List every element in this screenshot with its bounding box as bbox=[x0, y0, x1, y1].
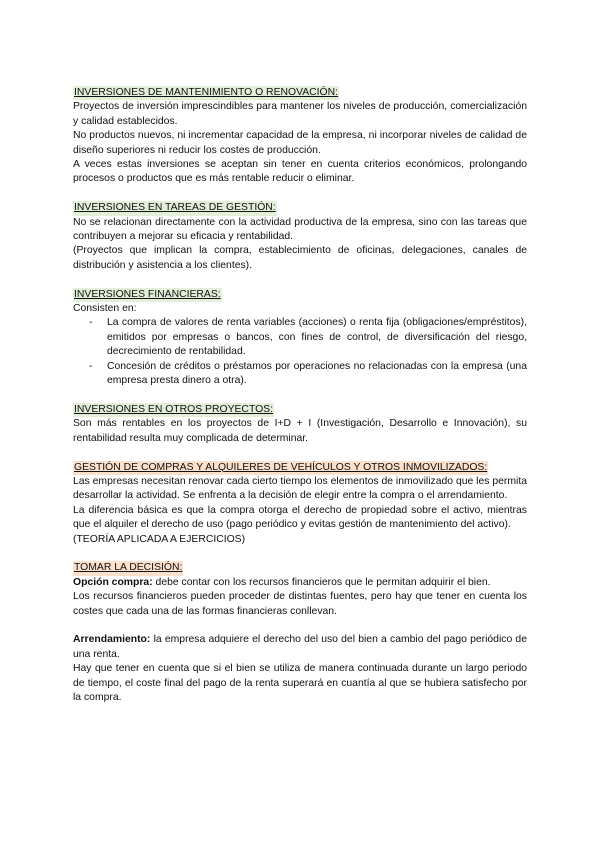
paragraph: Hay que tener en cuenta que si el bien se utiliza de manera continuada durante un largo periodo de tiempo, el coste final del pago de la renta superará en cuantía al que se hubiera satisfecho por la compra. bbox=[73, 663, 527, 703]
list-item bbox=[73, 316, 527, 359]
document-content bbox=[73, 86, 527, 705]
section-heading: INVERSIONES FINANCIERAS: bbox=[73, 288, 222, 302]
paragraph: Los recursos financieros pueden proceder de distintas fuentes, pero hay que tener en cuenta los costes que cada una de las formas financieras conllevan. bbox=[73, 591, 527, 617]
section-gestion bbox=[73, 201, 527, 273]
section-heading: INVERSIONES EN OTROS PROYECTOS: bbox=[73, 403, 274, 417]
list-item-text: La compra de valores de renta variables (acciones) o renta fija (obligaciones/empréstitos), emitidos por empresas o bancos, con fines de control, de diversificación del riesgo, decrecimiento de rentabilidad. bbox=[107, 317, 527, 358]
arrendamiento-text: la empresa adquiere el derecho del uso del bien a cambio del pago periódico de una renta. bbox=[73, 634, 527, 660]
section-heading: GESTIÓN DE COMPRAS Y ALQUILERES DE VEHÍCULOS Y OTROS INMOVILIZADOS: bbox=[73, 461, 488, 475]
bullet-marker: - bbox=[89, 360, 93, 372]
paragraph: (TEORÍA APLICADA A EJERCICIOS) bbox=[73, 533, 246, 545]
bullet-marker: - bbox=[89, 317, 93, 329]
opcion-compra-text: debe contar con los recursos financieros que le permitan adquirir el bien. bbox=[152, 576, 491, 588]
bullet-list bbox=[73, 316, 527, 388]
paragraph: Las empresas necesitan renovar cada cierto tiempo los elementos de inmovilizado que les permita desarrollar la actividad. Se enfrenta a la decisión de elegir entre la compra o el arrendamiento. bbox=[73, 475, 527, 502]
section-compras bbox=[73, 461, 527, 547]
section-heading: INVERSIONES EN TAREAS DE GESTIÓN: bbox=[73, 201, 277, 215]
paragraph: Proyectos de inversión imprescindibles para mantener los niveles de producción, comercialización y calidad establecidos. bbox=[73, 101, 527, 127]
section-mantenimiento bbox=[73, 86, 527, 187]
list-item-text: Concesión de créditos o préstamos por operaciones no relacionadas con la empresa (una empresa presta dinero a otra). bbox=[107, 360, 527, 387]
paragraph: Consisten en: bbox=[73, 303, 137, 315]
arrendamiento-label: Arrendamiento: bbox=[73, 634, 151, 646]
paragraph-opcion-compra bbox=[73, 576, 527, 590]
paragraph: La diferencia básica es que la compra otorga el derecho de propiedad sobre el activo, mientras que el alquiler el derecho de uso (pago periódico y evitas gestión de mantenimiento del activo). bbox=[73, 504, 527, 531]
list-item bbox=[73, 360, 527, 389]
paragraph: No se relacionan directamente con la actividad productiva de la empresa, sino con las tareas que contribuyen a mejorar su eficacia y rentabilidad. bbox=[73, 216, 527, 243]
section-otros bbox=[73, 403, 527, 446]
paragraph: (Proyectos que implican la compra, establecimiento de oficinas, delegaciones, canales de distribución y asistencia a los clientes). bbox=[73, 245, 527, 271]
opcion-compra-label: Opción compra: bbox=[73, 576, 153, 588]
section-decision bbox=[73, 561, 527, 705]
section-heading: INVERSIONES DE MANTENIMIENTO O RENOVACIÓN: bbox=[73, 86, 339, 100]
paragraph: No productos nuevos, ni incrementar capacidad de la empresa, ni incorporar niveles de calidad de diseño superiores ni reducir los costes de producción. bbox=[73, 130, 527, 156]
paragraph: A veces estas inversiones se aceptan sin tener en cuenta criterios económicos, prolongando procesos o productos que es más rentable reducir o eliminar. bbox=[73, 159, 527, 185]
paragraph: Son más rentables en los proyectos de I+D + I (Investigación, Desarrollo e Innovación), su rentabilidad resulta muy complicada de determinar. bbox=[73, 418, 527, 444]
paragraph-arrendamiento bbox=[73, 633, 527, 662]
section-financieras bbox=[73, 288, 527, 389]
section-heading: TOMAR LA DECISIÓN: bbox=[73, 561, 183, 575]
